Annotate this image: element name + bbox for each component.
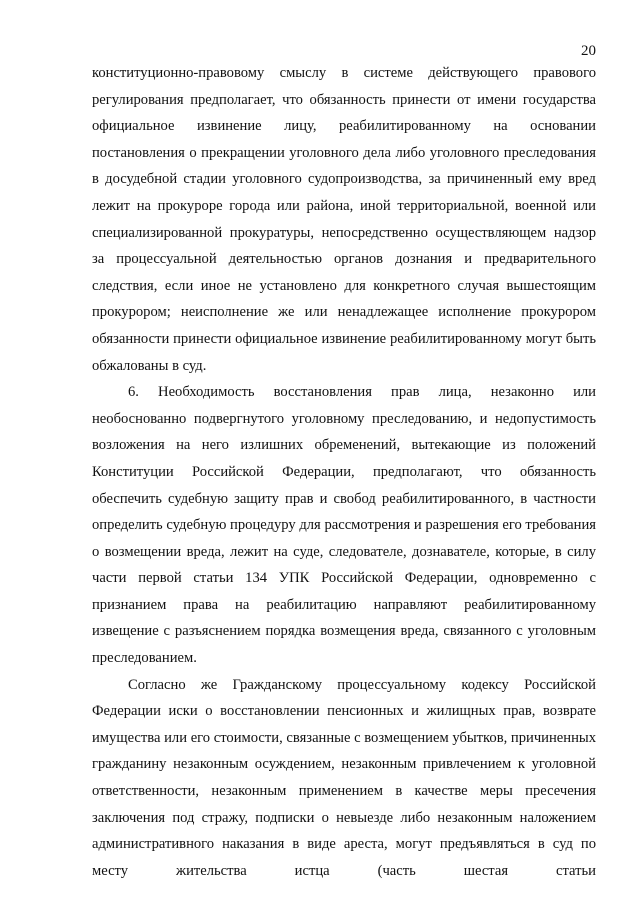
paragraph-civil-procedure: Согласно же Гражданскому процессуальному кодексу Российской Федерации иски о восстановлении пенсионных и жилищных прав, возврате имущества или его стоимости, связанные с возмещением убытков, причиненных гражданину незаконным осуждением, незаконным привлечением к уголовной ответственности, незаконным применением в качестве меры пресечения заключения под стражу, подписки о невыезде либо незаконным наложением административного наказания в виде ареста, могут предъявляться в суд по месту жительства истца (часть шестая статьи [92,676,596,879]
paragraph-item-6: 6. Необходимость восстановления прав лица, незаконно или необоснованно подвергнутого уголовному преследованию, и недопустимость возложения на него излишних обременений, вытекающие из положений Конституции Российской Федерации, предполагают, что обязанность обеспечить судебную защиту прав и свобод реабилитированного, в частности определить судебную процедуру для рассмотрения и разрешения его требования о возмещении вреда, лежит на суде, следователе, дознавателе, которые, в силу части первой статьи 134 УПК Российской Федерации, одновременно с признанием права на реабилитацию направляют реабилитированному извещение с разъяснением порядка возмещения вреда, связанного с уголовным преследованием. [92,384,596,667]
document-body [92,60,596,884]
paragraph-continuation: конституционно-правовому смыслу в системе действующего правового регулирования предполагает, что обязанность принести от имени государства официальное извинение лицу, реабилитированному на основании постановления о прекращении уголовного дела либо уголовного преследования в досудебной стадии уголовного судопроизводства, за причиненный ему вред лежит на прокуроре города или района, иной территориальной, военной или специализированной прокуратуры, непосредственно осуществляющем надзор за процессуальной деятельностью органов дознания и предварительного следствия, если иное не установлено для конкретного случая вышестоящим прокурором; неисполнение же или ненадлежащее исполнение прокурором обязанности принести официальное извинение реабилитированному могут быть обжалованы в суд. [92,65,596,374]
page-number: 20 [581,43,596,59]
